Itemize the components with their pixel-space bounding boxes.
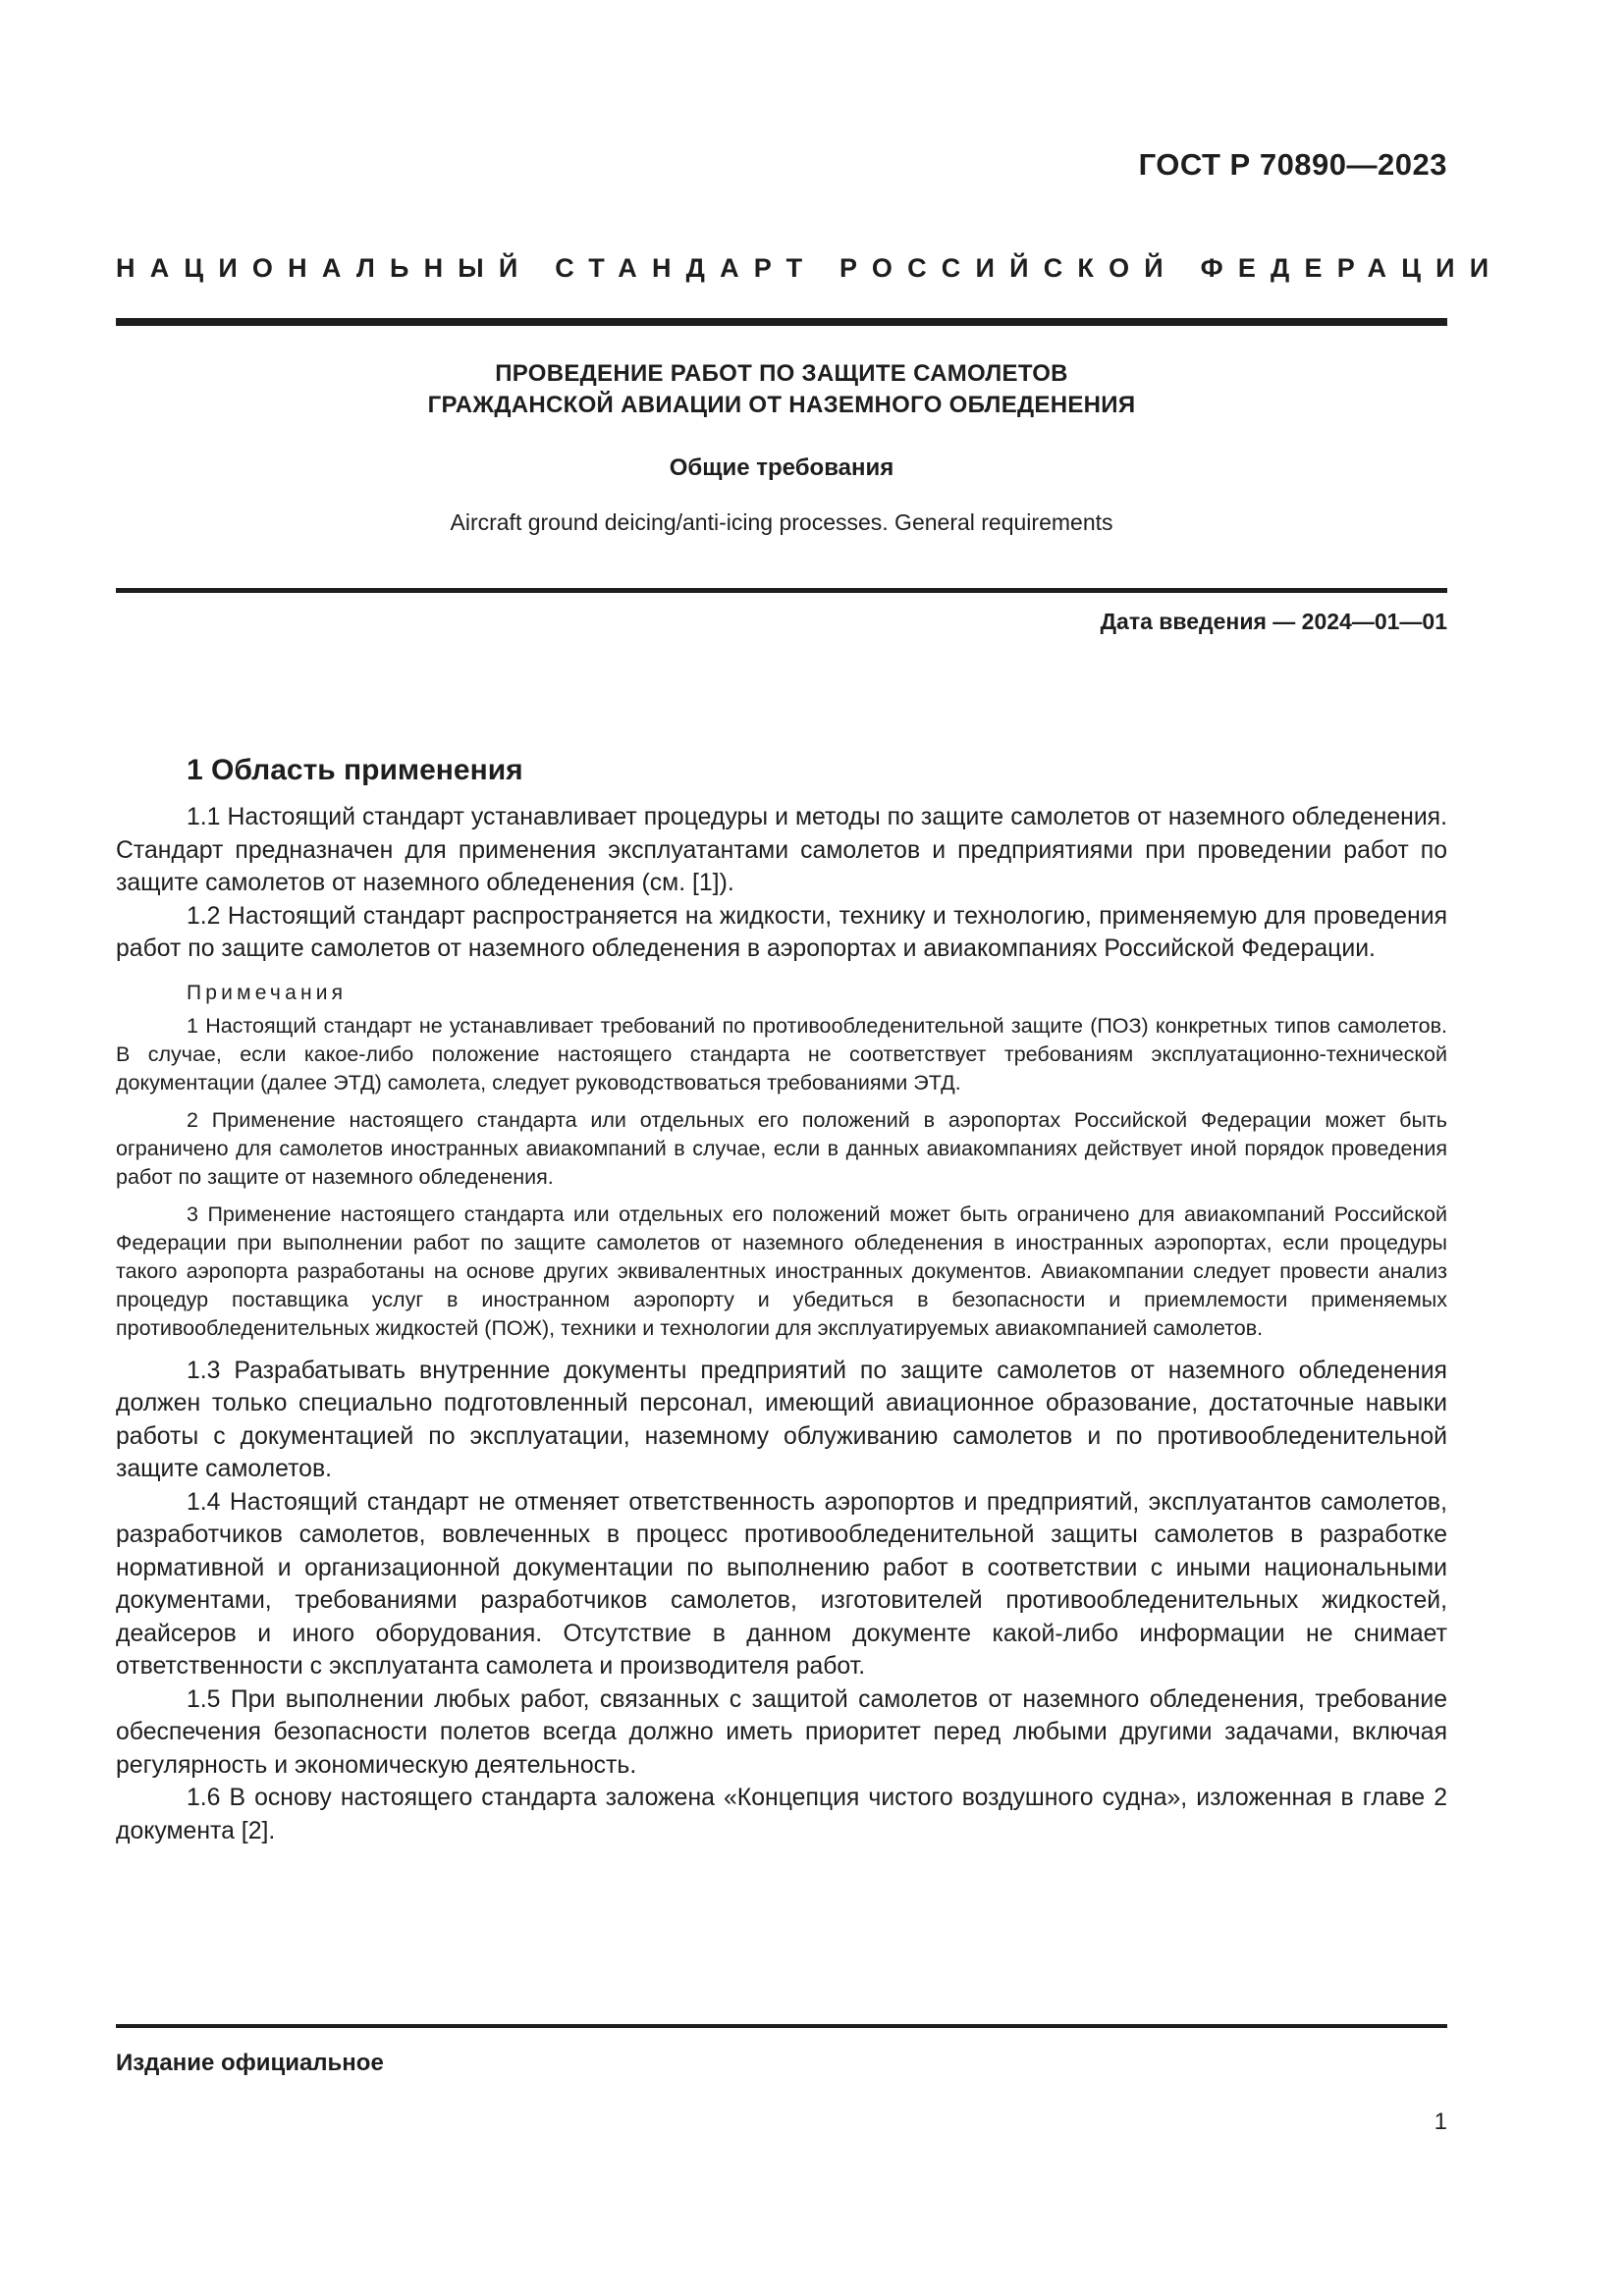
edition-label: Издание официальное — [116, 2050, 384, 2076]
title-rule — [116, 588, 1447, 593]
paragraph-1-2: 1.2 Настоящий стандарт распространяется на жидкости, технику и технологию, применяемую для проведения работ по защите самолетов от наземного обледенения в аэропортах и авиакомпаниях Российской Федерации. — [116, 902, 1447, 962]
paragraph-1-6: 1.6 В основу настоящего стандарта заложена «Концепция чистого воздушного судна», изложенная в главе 2 документа [2]. — [116, 1785, 1447, 1844]
footer-rule — [116, 2024, 1447, 2028]
english-title: Aircraft ground deicing/anti-icing processes. General requirements — [450, 509, 1113, 535]
title-line-2: ГРАЖДАНСКОЙ АВИАЦИИ ОТ НАЗЕМНОГО ОБЛЕДЕНЕНИЯ — [427, 392, 1136, 418]
notes-heading: Примечания — [187, 981, 348, 1004]
notes-block — [116, 1012, 1447, 1343]
paragraph-1-5: 1.5 При выполнении любых работ, связанных с защитой самолетов от наземного обледенения, требование обеспечения безопасности полетов всегда должно иметь приоритет перед любыми другими задачами, включая регулярность и экономическую деятельность. — [116, 1685, 1447, 1779]
paragraph-1-1: 1.1 Настоящий стандарт устанавливает процедуры и методы по защите самолетов от наземного обледенения. Стандарт предназначен для применения эксплуатантами самолетов и предприятиями при проведении работ по защите самолетов от наземного обледенения (см. [1]). — [116, 804, 1447, 896]
gost-code: ГОСТ Р 70890—2023 — [1138, 147, 1447, 182]
note-3: 3 Применение настоящего стандарта или отдельных его положений может быть ограничено для авиакомпаний Российской Федерации при выполнении работ по защите самолетов от наземного обледенения в иностранных аэропортах, если процедуры такого аэропорта разработаны на основе других эквивалентных иностранных документов. Авиакомпании следует провести анализ процедур поставщика услуг в иностранном аэропорту и убедиться в безопасности и приемлемости применяемых противообледенительных жидкостей (ПОЖ), техники и технологии для эксплуатируемых авиакомпанией самолетов. — [116, 1201, 1447, 1340]
note-2: 2 Применение настоящего стандарта или отдельных его положений в аэропортах Российской Федерации может быть ограничено для самолетов иностранных авиакомпаний в случае, если в данных авиакомпаниях действует иной порядок проведения работ по защите от наземного обледенения. — [116, 1107, 1447, 1189]
note-1: 1 Настоящий стандарт не устанавливает требований по противообледенительной защите (ПОЗ) конкретных типов самолетов. В случае, если какое-либо положение настоящего стандарта не соответствует требованиям эксплуатационно-технической документации (далее ЭТД) самолета, следует руководствоваться требованиями ЭТД. — [116, 1013, 1447, 1095]
subtitle: Общие требования — [669, 454, 894, 481]
title-line-1: ПРОВЕДЕНИЕ РАБОТ ПО ЗАЩИТЕ САМОЛЕТОВ — [495, 360, 1068, 387]
paragraph-1-4: 1.4 Настоящий стандарт не отменяет ответственность аэропортов и предприятий, эксплуатантов самолетов, разработчиков самолетов, вовлеченных в процесс противообледенительной защиты самолетов в разработке нормативной и организационной документации по выполнению работ в соответствии с иными национальными документами, требованиями разработчиков самолетов, изготовителей противообледенительных жидкостей, деайсеров и иного оборудования. Отсутствие в данном документе какой-либо информации не снимает ответственности с эксплуатанта самолета и производителя работ. — [116, 1488, 1447, 1680]
section-heading: 1 Область применения — [187, 754, 523, 786]
section-1 — [116, 754, 1447, 1847]
paragraph-1-3: 1.3 Разрабатывать внутренние документы предприятий по защите самолетов от наземного обледенения должен только специально подготовленный персонал, имеющий авиационное образование, достаточные навыки работы с документацией по эксплуатации, наземному облуживанию самолетов и по противообледенительной защите самолетов. — [116, 1357, 1447, 1482]
page-number: 1 — [1434, 2109, 1447, 2135]
header-rule — [116, 318, 1447, 326]
national-standard-banner: НАЦИОНАЛЬНЫЙ СТАНДАРТ РОССИЙСКОЙ ФЕДЕРАЦИИ — [116, 253, 1504, 283]
intro-date: Дата введения — 2024—01—01 — [1100, 609, 1447, 634]
title-block — [116, 358, 1447, 536]
